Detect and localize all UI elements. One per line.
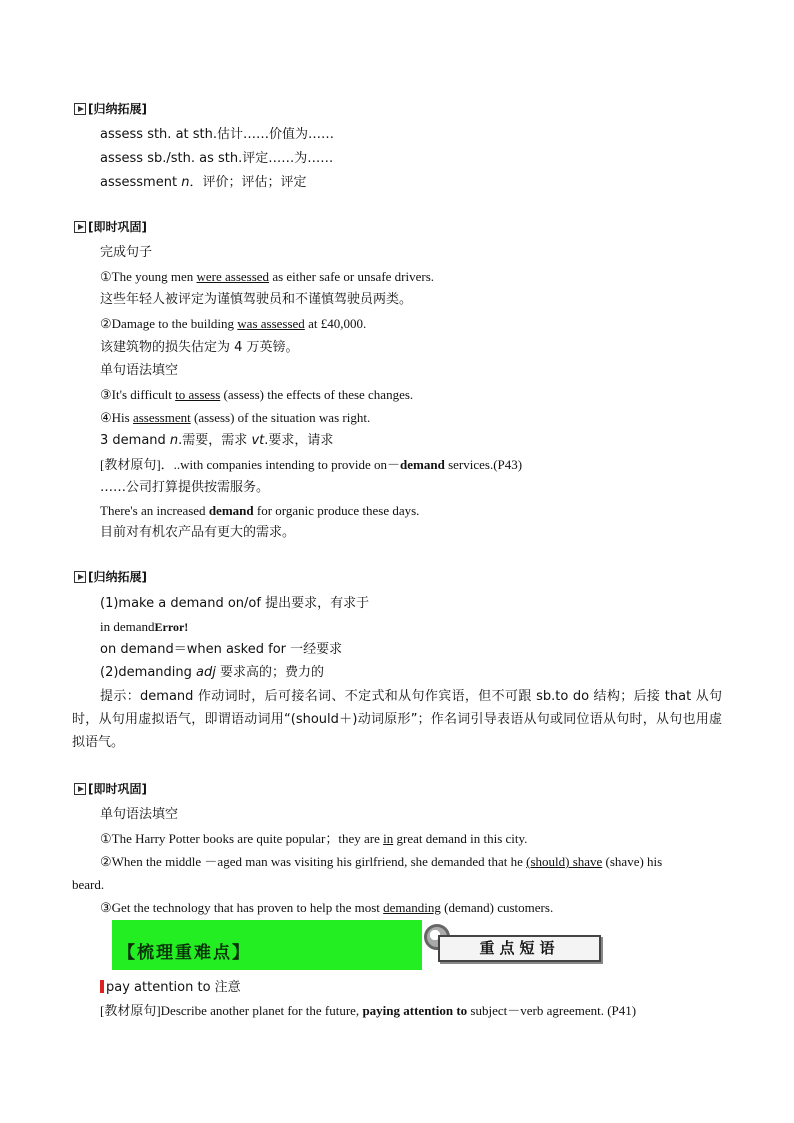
play-triangle-icon (74, 103, 86, 115)
play-triangle-icon (74, 221, 86, 233)
translation: ……公司打算提供按需服务。 (100, 480, 270, 495)
exercise-title: 完成句子 (100, 245, 153, 260)
section-header: [即时巩固] (74, 780, 147, 798)
section-header: [归纳拓展] (74, 100, 147, 118)
expansion-line: assess sth. at sth.估计……价值为…… (100, 127, 335, 142)
translation: 该建筑物的损失估定为 4 万英镑。 (100, 340, 299, 355)
exercise-item: ①The Harry Potter books are quite popular；they are in great demand in this city. (100, 831, 528, 846)
exercise-item: ③It's difficult to assess (assess) the effects of these changes. (100, 387, 414, 402)
section-banner (112, 920, 422, 970)
answer: were assessed (196, 269, 270, 284)
translation: 这些年轻人被评定为谨慎驾驶员和不谨慎驾驶员两类。 (100, 292, 413, 307)
exercise-title: 单句语法填空 (100, 363, 179, 378)
tip-paragraph: 提示：demand 作动词时，后可接名词、不定式和从句作宾语，但不可跟 sb.to do 结构；后接 that 从句时，从句用虚拟语气，即谓语动词用“(should＋)动词原形”；作名词引导表语从句或同位语从句时，从句也用虚拟语气。 (72, 689, 722, 750)
play-triangle-icon (74, 783, 86, 795)
key-phrases-tag: 重点短语 (438, 935, 601, 962)
play-triangle-icon (74, 571, 86, 583)
textbook-sentence: [教材原句]Describe another planet for the future, paying attention to subject－verb agreement. (P41) (100, 1003, 637, 1018)
expansion-line: (1)make a demand on/of 提出要求，有求于 (100, 596, 370, 611)
answer: in (383, 831, 394, 846)
red-marker-icon (100, 980, 104, 993)
section-header: [即时巩固] (74, 218, 147, 236)
answer: demanding (383, 900, 441, 915)
phrase-entry: pay attention to 注意 (100, 978, 241, 997)
answer: assessment (132, 410, 191, 425)
expansion-line: assess sb./sth. as sth.评定……为…… (100, 151, 334, 166)
word-entry: 3 demand n.需要，需求 vt.要求，请求 (100, 433, 334, 448)
answer: to assess (175, 387, 221, 402)
exercise-item: ③Get the technology that has proven to help the most demanding (demand) customers. (100, 900, 554, 915)
exercise-item: ②Damage to the building was assessed at £40,000. (100, 316, 367, 331)
exercise-item: ①The young men were assessed as either safe or unsafe drivers. (100, 269, 435, 284)
section-header: [归纳拓展] (74, 568, 147, 586)
example-sentence: There's an increased demand for organic produce these days. (100, 503, 420, 518)
exercise-item: ④His assessment (assess) of the situation was right. (100, 410, 371, 425)
exercise-item: ②When the middle －aged man was visiting his girlfriend, she demanded that he (should) shave (shave) his (100, 854, 663, 869)
expansion-line: in demandError! (100, 619, 189, 634)
exercise-title: 单句语法填空 (100, 807, 179, 822)
answer: was assessed (237, 316, 305, 331)
textbook-sentence: [教材原句]．..with companies intending to provide on－demand services.(P43) (100, 457, 523, 472)
banner-title: 【梳理重难点】 (118, 943, 251, 963)
exercise-item-continued: beard. (72, 877, 105, 892)
answer: (should) shave (526, 854, 603, 869)
expansion-line: assessment n．评价；评估；评定 (100, 175, 307, 190)
expansion-line: on demand＝when asked for 一经要求 (100, 642, 343, 657)
expansion-line: (2)demanding adj 要求高的；费力的 (100, 665, 325, 680)
translation: 目前对有机农产品有更大的需求。 (100, 525, 296, 540)
